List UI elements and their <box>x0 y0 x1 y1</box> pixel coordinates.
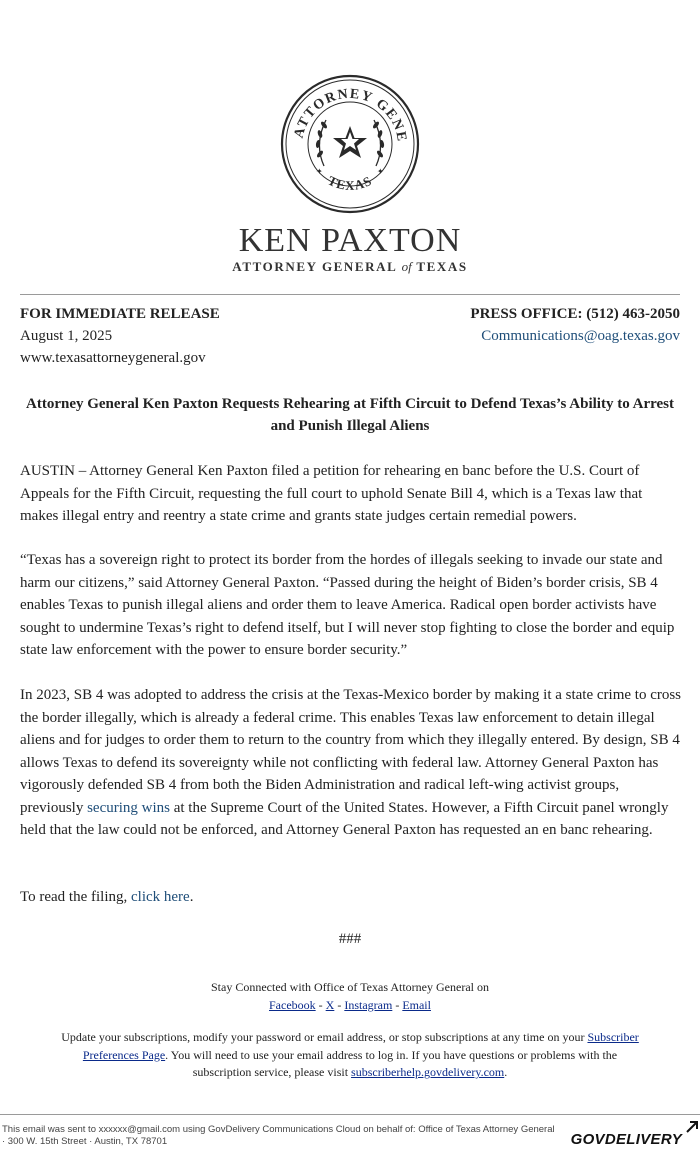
email-link[interactable]: Email <box>402 997 431 1012</box>
press-office-info <box>470 303 680 347</box>
securing-wins-link[interactable]: securing wins <box>87 799 170 816</box>
letterhead-name: KEN PAXTON <box>238 222 462 259</box>
footer-divider <box>0 1114 700 1115</box>
release-date: August 1, 2025 <box>20 328 113 344</box>
header-divider <box>20 294 680 295</box>
paragraph-4-end: . <box>189 889 194 905</box>
body-paragraph-3 <box>20 684 682 842</box>
press-office-label: PRESS OFFICE: (512) 463-2050 <box>470 306 680 322</box>
paragraph-3-text-a: In 2023, SB 4 was adopted to address the crisis at the Texas-Mexico border by making it a state crime to cross the border illegally, which is already a federal crime. This enables Texas law enforcement to detain illegal aliens and for judges to order them to return to the country from which they illegally entered. By design, SB 4 allows Texas to defend its sovereignty while not conflicting with federal law. Attorney General Paxton has vigorously defended SB 4 from both the Biden Administration and radical left-wing activist groups, previously <box>20 687 682 816</box>
letterhead-subtitle-of: of <box>401 259 412 274</box>
govdelivery-logo[interactable]: GOVDELIVERY <box>570 1131 682 1148</box>
click-here-link[interactable]: click here <box>131 889 190 905</box>
paragraph-4-text: To read the filing, <box>20 889 131 905</box>
svg-text:THE ATTORNEY GENERAL <box>280 74 409 144</box>
press-email-link[interactable]: Communications@oag.texas.gov <box>481 328 680 344</box>
body-paragraph-4 <box>20 886 682 909</box>
social-separator: - <box>334 997 345 1012</box>
sent-notice-line-1: This email was sent to xxxxxx@gmail.com using GovDelivery Communications Cloud on behalf of: Office of Texas Attorney General <box>2 1124 555 1135</box>
x-link[interactable]: X <box>325 997 335 1012</box>
end-mark: ### <box>338 931 362 947</box>
help-end: . <box>504 1065 508 1079</box>
stay-connected-text: Stay Connected with Office of Texas Attorney General on <box>211 980 489 994</box>
release-label: FOR IMMEDIATE RELEASE <box>20 306 220 322</box>
sent-notice-line-2: · 300 W. 15th Street · Austin, TX 78701 <box>2 1135 168 1147</box>
subscriber-preferences-link[interactable]: Subscriber Preferences Page <box>82 1030 639 1062</box>
letterhead-subtitle-part2: TEXAS <box>416 259 468 274</box>
seal-text-top: ATTORNEY GENE <box>291 86 410 144</box>
sent-notice <box>2 1124 602 1147</box>
svg-text:✦: ✦ <box>377 167 384 176</box>
login-text: . You will need to use your email address to log in. If you have questions or problems with the subscription service, please visit <box>165 1047 618 1079</box>
website-text: www.texasattorneygeneral.gov <box>20 350 206 366</box>
seal-text-bottom: TEXAS <box>325 172 375 193</box>
social-links <box>0 997 700 1015</box>
subscriber-help-link[interactable]: subscriberhelp.govdelivery.com <box>351 1065 505 1079</box>
govdelivery-arrow-icon <box>686 1121 698 1133</box>
attorney-general-seal <box>280 74 420 214</box>
release-info <box>20 303 220 369</box>
facebook-link[interactable]: Facebook <box>269 997 316 1012</box>
paragraph-3-text-b: at the Supreme Court of the United States. However, a Fifth Circuit panel wrongly held that the law could not be enforced, and Attorney General Paxton has requested an en banc rehearing. <box>20 799 669 838</box>
svg-text:TEXAS <box>326 173 375 193</box>
body-paragraph-1: AUSTIN – Attorney General Ken Paxton filed a petition for rehearing en banc before the U.S. Court of Appeals for the Fifth Circuit, requesting the full court to uphold Senate Bill 4, which is a Texas law that makes illegal entry and reentry a state crime and grants state judges certain remedial powers. <box>20 463 643 524</box>
letterhead-subtitle-part1: ATTORNEY GENERAL <box>232 259 397 274</box>
social-links-block <box>0 979 700 1014</box>
svg-text:✦: ✦ <box>316 167 323 176</box>
subscription-notice <box>60 1029 640 1082</box>
letterhead-subtitle <box>0 259 700 275</box>
press-release-title: Attorney General Ken Paxton Requests Rehearing at Fifth Circuit to Defend Texas’s Ability to Arrest and Punish Illegal Aliens <box>26 396 674 434</box>
update-text: Update your subscriptions, modify your password or email address, or stop subscriptions at any time on your <box>61 1030 585 1044</box>
social-separator: - <box>392 997 403 1012</box>
instagram-link[interactable]: Instagram <box>344 997 393 1012</box>
social-separator: - <box>315 997 326 1012</box>
body-paragraph-2: “Texas has a sovereign right to protect its border from the hordes of illegals seeking to invade our state and harm our citizens,” said Attorney General Paxton. “Passed during the height of Biden’s border crisis, SB 4 enables Texas to punish illegal aliens and order them to leave America. Radical open border activists have sought to undermine Texas’s right to defend itself, but I will never stop fighting to close the border and equip state law enforcement with the power to ensure border security.” <box>20 552 675 658</box>
